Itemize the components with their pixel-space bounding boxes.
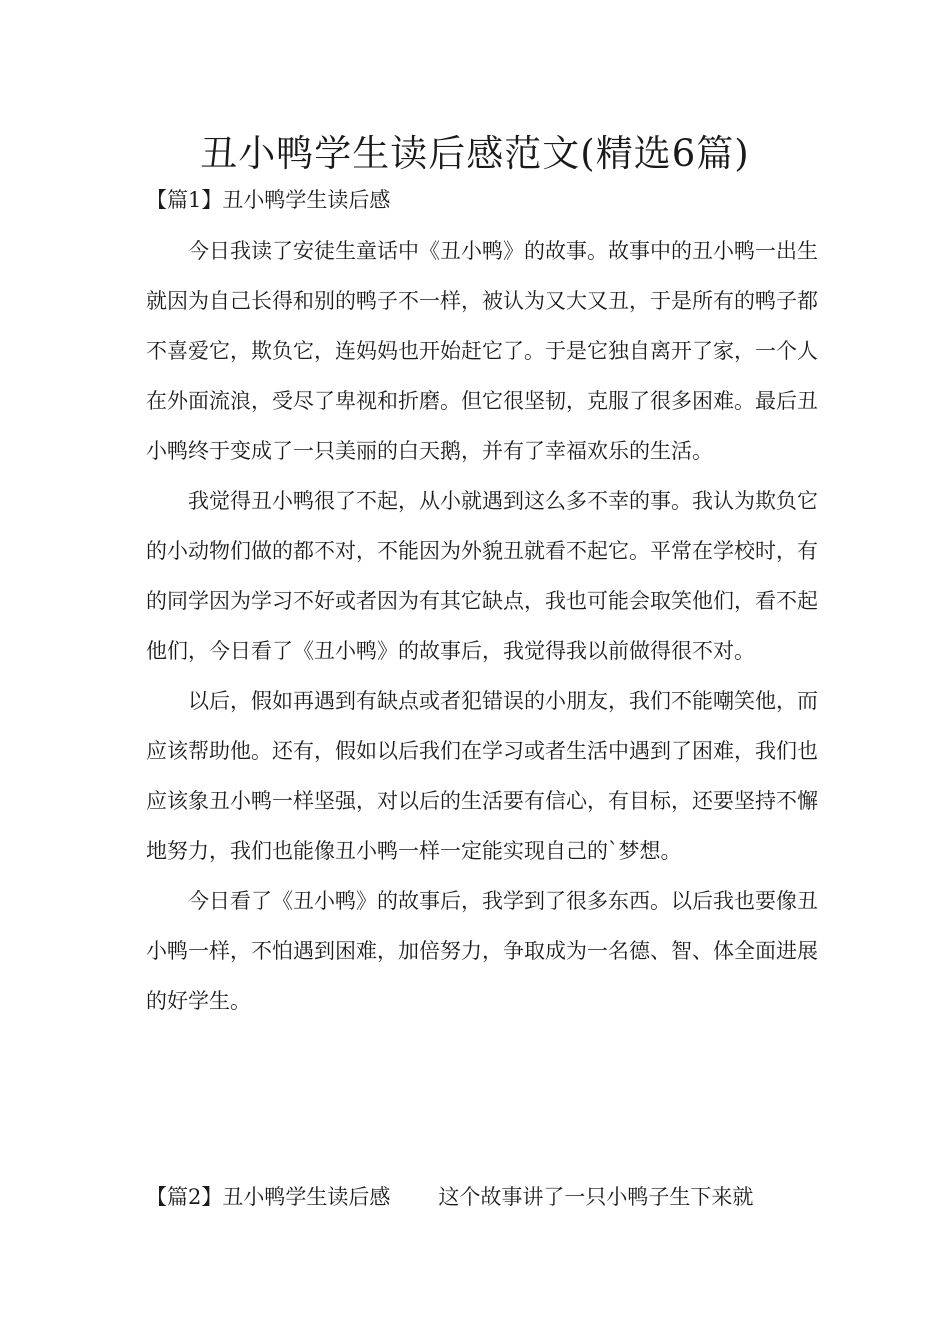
section-2-line — [146, 1182, 753, 1212]
section-2-heading: 【篇2】丑小鸭学生读后感 — [146, 1185, 391, 1209]
paragraph: 以后，假如再遇到有缺点或者犯错误的小朋友，我们不能嘲笑他，而应该帮助他。还有，假如以后我们在学习或者生活中遇到了困难，我们也应该象丑小鸭一样坚强，对以后的生活要有信心，有目标，还要坚持不懈地努力，我们也能像丑小鸭一样一定能实现自己的`梦想。 — [146, 689, 818, 863]
section-1-body — [146, 226, 818, 1026]
section-2-first-line: 这个故事讲了一只小鸭子生下来就 — [438, 1185, 754, 1209]
section-1-heading: 【篇1】丑小鸭学生读后感 — [146, 188, 391, 212]
document-title: 丑小鸭学生读后感范文(精选6篇) — [200, 132, 750, 175]
paragraph: 今日我读了安徒生童话中《丑小鸭》的故事。故事中的丑小鸭一出生就因为自己长得和别的鸭子不一样，被认为又大又丑，于是所有的鸭子都不喜爱它，欺负它，连妈妈也开始赶它了。于是它独自离开了家，一个人在外面流浪，受尽了卑视和折磨。但它很坚韧，克服了很多困难。最后丑小鸭终于变成了一只美丽的白天鹅，并有了幸福欢乐的生活。 — [146, 239, 818, 463]
paragraph: 我觉得丑小鸭很了不起，从小就遇到这么多不幸的事。我认为欺负它的小动物们做的都不对，不能因为外貌丑就看不起它。平常在学校时，有的同学因为学习不好或者因为有其它缺点，我也可能会取笑他们，看不起他们，今日看了《丑小鸭》的故事后，我觉得我以前做得很不对。 — [146, 489, 818, 663]
paragraph: 今日看了《丑小鸭》的故事后，我学到了很多东西。以后我也要像丑小鸭一样，不怕遇到困难，加倍努力，争取成为一名德、智、体全面进展的好学生。 — [146, 889, 818, 1013]
